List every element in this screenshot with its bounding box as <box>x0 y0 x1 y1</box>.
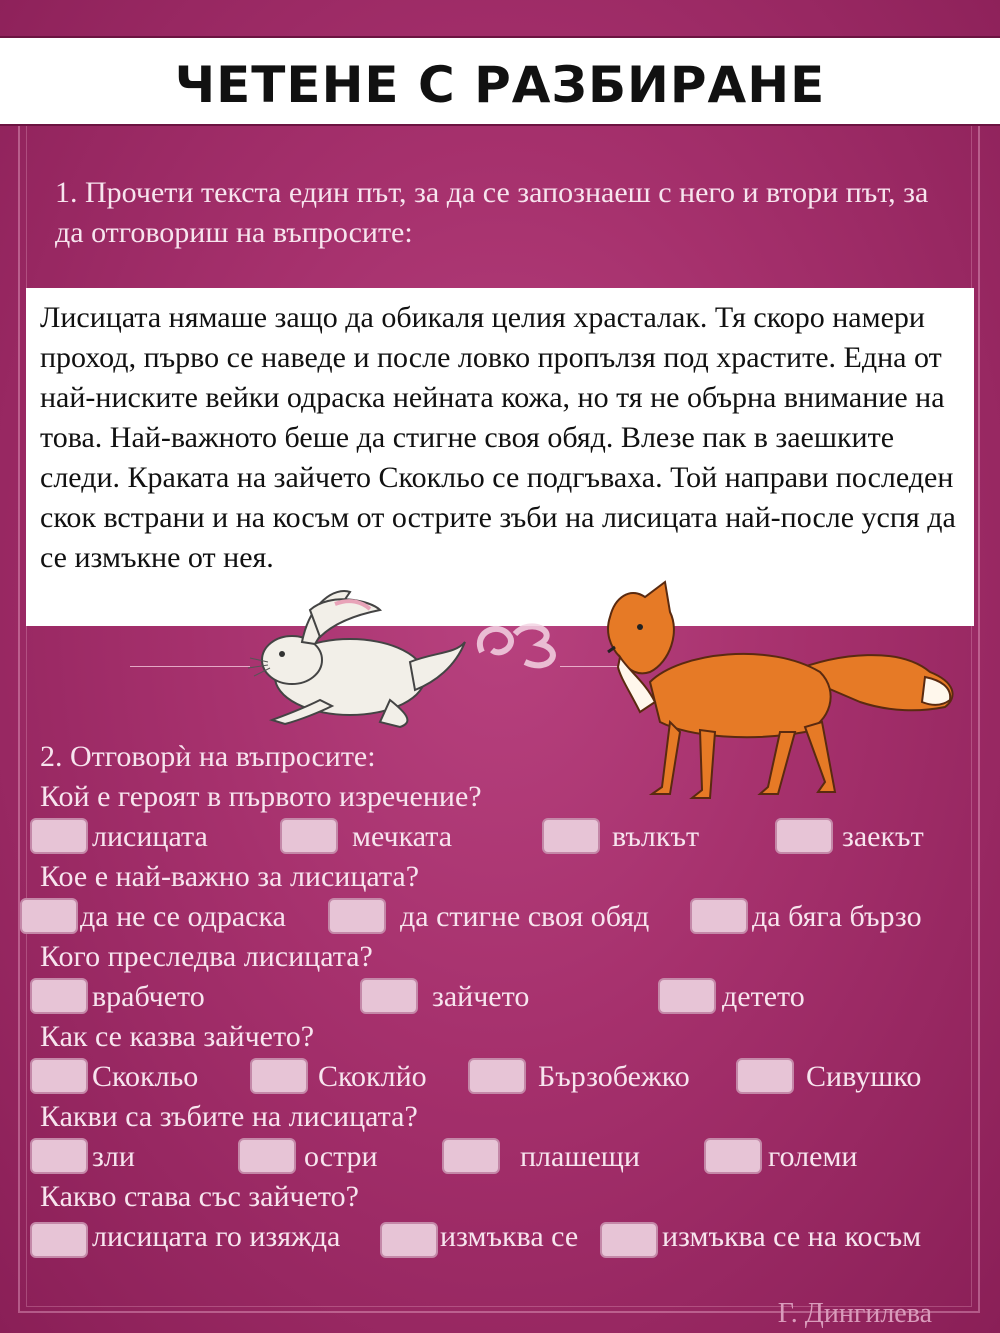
answer-box[interactable] <box>30 978 88 1014</box>
question-6: Какво става със зайчето? <box>40 1180 359 1213</box>
answer-box[interactable] <box>542 818 600 854</box>
question-1: Кой е героят в първото изречение? <box>40 780 482 813</box>
question-4: Как се казва зайчето? <box>40 1020 315 1053</box>
answer-box[interactable] <box>442 1138 500 1174</box>
answer-box[interactable] <box>328 898 386 934</box>
option-label: лисицата го изяжда <box>92 1220 341 1253</box>
option-label: плашещи <box>520 1140 640 1173</box>
answer-box[interactable] <box>238 1138 296 1174</box>
option-label: Сивушко <box>806 1060 922 1093</box>
option-label: детето <box>722 980 805 1013</box>
answer-box[interactable] <box>30 1058 88 1094</box>
divider-left <box>130 666 250 667</box>
answer-box[interactable] <box>250 1058 308 1094</box>
option-label: да стигне своя обяд <box>400 900 650 933</box>
instruction-text: 1. Прочети текста един път, за да се запознаеш с него и втори път, за да отговориш на въпросите: <box>55 176 929 249</box>
option-label: заекът <box>842 820 924 853</box>
option-label: лисицата <box>92 820 208 853</box>
question-3: Кого преследва лисицата? <box>40 940 373 973</box>
answer-box[interactable] <box>30 1138 88 1174</box>
answer-box[interactable] <box>280 818 338 854</box>
option-label: зайчето <box>432 980 530 1013</box>
answer-box[interactable] <box>600 1222 658 1258</box>
answer-box[interactable] <box>775 818 833 854</box>
answer-box[interactable] <box>30 818 88 854</box>
ornament-icon <box>470 612 570 672</box>
answer-box[interactable] <box>380 1222 438 1258</box>
option-label: измъква се <box>440 1220 579 1253</box>
option-label: да бяга бързо <box>752 900 922 933</box>
option-label: Скоклйо <box>318 1060 427 1093</box>
question-5: Какви са зъбите на лисицата? <box>40 1100 418 1133</box>
option-label: остри <box>304 1140 378 1173</box>
answer-box[interactable] <box>736 1058 794 1094</box>
option-label: зли <box>92 1140 135 1173</box>
option-label: врабчето <box>92 980 205 1013</box>
answer-box[interactable] <box>690 898 748 934</box>
option-label: големи <box>768 1140 858 1173</box>
answer-box[interactable] <box>20 898 78 934</box>
option-label: мечката <box>352 820 453 853</box>
option-label: измъква се на косъм <box>662 1220 922 1253</box>
option-label: Бързобежко <box>538 1060 690 1093</box>
answer-box[interactable] <box>658 978 716 1014</box>
answer-box[interactable] <box>704 1138 762 1174</box>
answer-box[interactable] <box>360 978 418 1014</box>
option-label: Скокльо <box>92 1060 199 1093</box>
rabbit-illustration <box>240 582 470 732</box>
option-label: да не се одраска <box>80 900 286 933</box>
section-2-heading: 2. Отговорѝ на въпросите: <box>40 740 376 773</box>
fox-illustration <box>590 572 960 812</box>
reading-passage: Лисицата нямаше защо да обикаля целия храсталак. Тя скоро намери проход, първо се наведе и после ловко пропълзя под храстите. Една от най-ниските вейки одраска нейната кожа, но тя не обърна внимание на това. Най-важното беше да стигне своя обяд. Влезе пак в заешките следи. Краката на зайчето Скокльо се подгъваха. Той направи последен скок встрани и на косъм от острите зъби на лисицата най-после успя да се измъкне от нея. <box>40 301 956 574</box>
answer-box[interactable] <box>468 1058 526 1094</box>
answer-box[interactable] <box>30 1222 88 1258</box>
option-label: вълкът <box>612 820 700 853</box>
page-title: ЧЕТЕНЕ С РАЗБИРАНЕ <box>174 56 826 114</box>
author-signature: Г. Дингилева <box>777 1298 932 1329</box>
question-2: Кое е най-важно за лисицата? <box>40 860 420 893</box>
